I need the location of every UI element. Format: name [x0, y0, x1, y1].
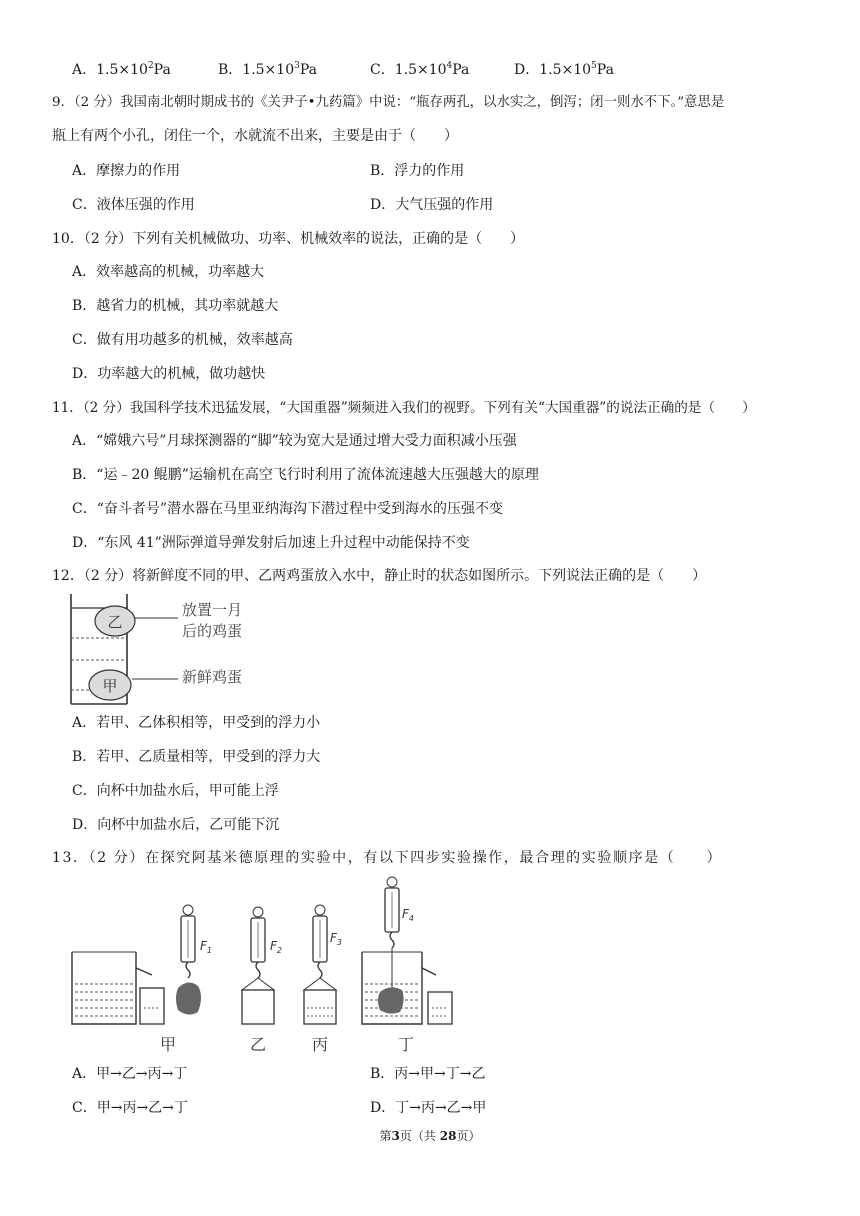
q10-stem: 10．（2 分）下列有关机械做功、功率、机械效率的说法，正确的是（ ） [52, 231, 525, 247]
q11-option-a: A．“嫦娥六号”月球探测器的“脚”较为宽大是通过增大受力面积减小压强 [72, 433, 517, 449]
q8-option-b: B．$1.5\times 10^3Pa$ [218, 61, 317, 78]
setup-jia [72, 905, 212, 1024]
q10-option-a: A．效率越高的机械，功率越大 [72, 264, 265, 280]
q12-stem: 12．（2 分）将新鲜度不同的甲、乙两鸡蛋放入水中，静止时的状态如图所示。下列说法正确的是（ ） [52, 568, 707, 584]
page-footer: 第3页（共 28页） [379, 1129, 481, 1143]
setup-bing [304, 905, 342, 1024]
q9-stem-line1: 9．（2 分）我国南北朝时期成书的《关尹子•九药篇》中说：“瓶存两孔，以水实之，倒泻；闭一则水不下。”意思是 [52, 95, 725, 110]
force-f4: $F_4$ [402, 907, 414, 923]
q9-option-d: D．大气压强的作用 [370, 197, 494, 213]
q8-option-a: A．$1.5\times 10^2Pa$ [72, 61, 171, 78]
q9-option-a: A．摩擦力的作用 [72, 163, 181, 179]
q11-option-c: C．“奋斗者号”潜水器在马里亚纳海沟下潜过程中受到海水的压强不变 [72, 501, 504, 517]
egg-jia-label: 甲 [102, 677, 118, 695]
q12-option-c: C．向杯中加盐水后，甲可能上浮 [72, 783, 279, 799]
q10-option-b: B．越省力的机械，其功率就越大 [72, 298, 279, 314]
caption-bing: 丙 [311, 1035, 329, 1054]
q13-option-c: C．甲→丙→乙→丁 [72, 1100, 188, 1116]
force-f3: $F_3$ [330, 931, 342, 947]
q12-option-a: A．若甲、乙体积相等，甲受到的浮力小 [72, 715, 321, 731]
setup-ding [362, 877, 452, 1024]
caption-yi: 乙 [249, 1035, 267, 1054]
q13-stem: 13．（2 分）在探究阿基米德原理的实验中，有以下四步实验操作，最合理的实验顺序是（ ） [52, 850, 723, 866]
q13-archimedes-figure [62, 872, 482, 1060]
q8-option-c: C．$1.5\times 10^4Pa$ [370, 61, 470, 78]
caption-ding: 丁 [397, 1035, 415, 1054]
label-old-egg-1: 放置一月 [182, 601, 243, 619]
page-total: 28 [439, 1129, 457, 1143]
q11-option-d: D．“东风 41”洲际弹道导弹发射后加速上升过程中动能保持不变 [72, 535, 470, 551]
force-f2: $F_2$ [270, 939, 282, 955]
q10-option-d: D．功率越大的机械，做功越快 [72, 366, 266, 382]
page-number: 3 [391, 1129, 400, 1143]
label-fresh-egg: 新鲜鸡蛋 [182, 668, 243, 686]
q12-option-b: B．若甲、乙质量相等，甲受到的浮力大 [72, 749, 321, 765]
q8-option-d: D．$1.5\times 10^5Pa$ [514, 61, 614, 78]
q12-egg-figure [60, 588, 280, 708]
egg-yi-label: 乙 [107, 613, 123, 631]
q12-option-d: D．向杯中加盐水后，乙可能下沉 [72, 817, 280, 833]
setup-yi [242, 907, 282, 1024]
q9-option-c: C．液体压强的作用 [72, 197, 195, 213]
q13-option-a: A．甲→乙→丙→丁 [72, 1066, 188, 1082]
q13-option-b: B．丙→甲→丁→乙 [370, 1066, 486, 1082]
q9-option-b: B．浮力的作用 [370, 163, 465, 179]
q11-option-b: B．“运﹣20 鲲鹏”运输机在高空飞行时利用了流体流速越大压强越大的原理 [72, 467, 539, 483]
q10-option-c: C．做有用功越多的机械，效率越高 [72, 332, 293, 348]
force-f1: $F_1$ [200, 939, 212, 955]
q9-stem-line2: 瓶上有两个小孔，闭住一个，水就流不出来，主要是由于（ ） [52, 128, 458, 144]
label-old-egg-2: 后的鸡蛋 [182, 622, 243, 640]
caption-jia: 甲 [159, 1035, 177, 1054]
q11-stem: 11．（2 分）我国科学技术迅猛发展，“大国重器”频频进入我们的视野。下列有关“大国重器”的说法正确的是（ ） [52, 400, 756, 416]
q13-option-d: D．丁→丙→乙→甲 [370, 1100, 487, 1116]
